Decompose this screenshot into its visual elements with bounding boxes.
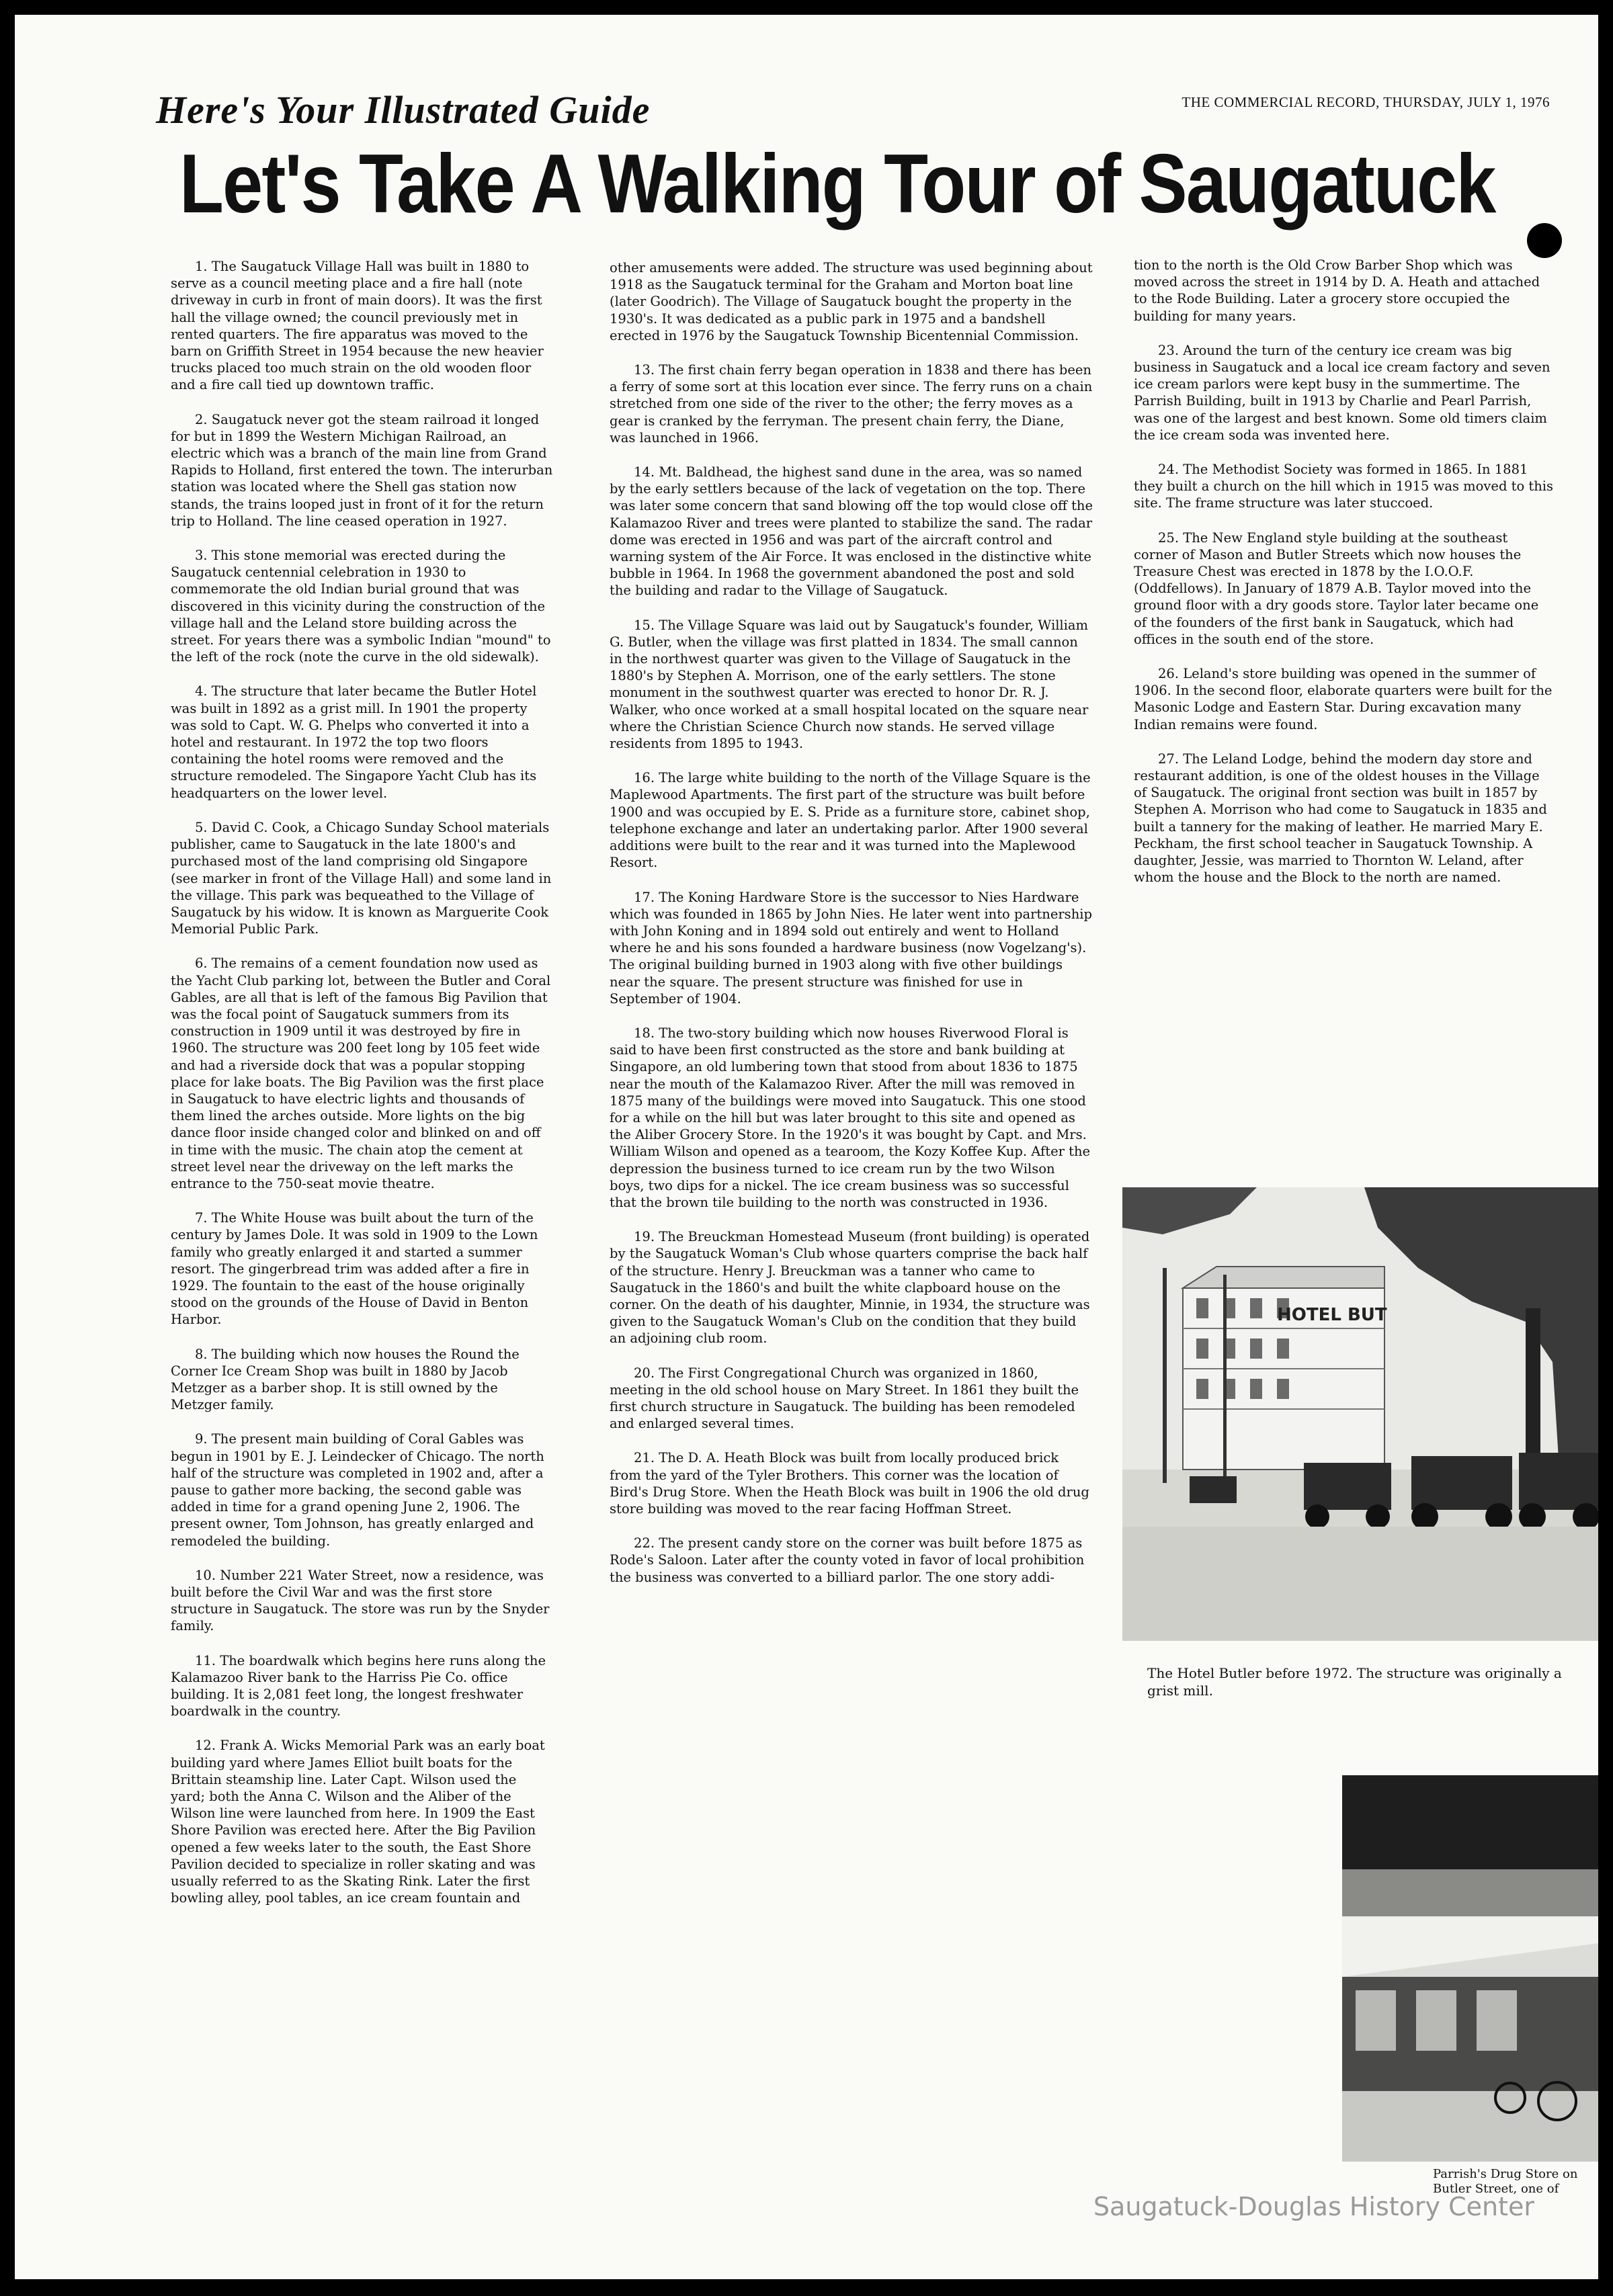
headline: Let's Take A Walking Tour of Saugatuck	[179, 138, 1495, 230]
paragraph: 3. This stone memorial was erected during the Saugatuck centennial celebration in 1930 to commemorate the old Indian burial ground that was discovered in this vicinity during the construction of the village hall and the Leland store building across the street. For years there was a symbolic Indian "mound" to the left of the rock (note the curve in the old sidewalk).	[171, 548, 551, 665]
paragraph: 20. The First Congregational Church was organized in 1860, meeting in the old school house on Mary Street. In 1861 they built the first church structure in Saugatuck. The building has been remodeled and enlarged several times.	[610, 1365, 1079, 1432]
paragraph: 19. The Breuckman Homestead Museum (front building) is operated by the Saugatuck Woman's Club whose quarters comprise the back half of the structure. Henry J. Breuckman was a tanner who came to Saugatuck in the 1860's and built the white clapboard house on the corner. On the death of his daughter, Minnie, in 1934, the structure was given to the Saugatuck Woman's Club on the condition that they build an adjoining club room.	[610, 1229, 1090, 1347]
paragraph: 1. The Saugatuck Village Hall was built in 1880 to serve as a council meeting place and a fire hall (note driveway in curb in front of main doors). It was the first hall the village owned; the council previously met in rented quarters. The fire apparatus was moved to the barn on Griffith Street in 1954 because the new heavier trucks placed too much strain on the old wooden floor and a fire call tied up downtown traffic.	[171, 259, 544, 393]
paragraph: 17. The Koning Hardware Store is the successor to Nies Hardware which was founded in 1865 by John Nies. He later went into partnership with John Koning and in 1894 sold out entirely and went to Holland where he and his sons founded a hardware business (now Vogelzang's). The original building burned in 1903 along with five other buildings near the square. The present structure was finished for use in September of 1904.	[610, 889, 1092, 1007]
paragraph: tion to the north is the Old Crow Barber Shop which was moved across the street in 1914 by D. A. Heath and attached to the Rode Building. Later a grocery store occupied the building for many years.	[1134, 257, 1540, 324]
paragraph: 16. The large white building to the north of the Village Square is the Maplewood Apartments. The first part of the structure was built before 1900 and was occupied by E. S. Pride as a furniture store, cabinet shop, telephone exchange and later an undertaking parlor. After 1900 several additions were built to the rear and it was turned into the Maplewood Resort.	[610, 770, 1091, 871]
punch-hole	[1527, 223, 1562, 258]
paragraph: 5. David C. Cook, a Chicago Sunday School materials publisher, came to Saugatuck in the late 1800's and purchased most of the land comprising old Singapore (see marker in front of the Village Hall) and some land in the village. This park was bequeathed to the Village of Saugatuck by his widow. It is known as Marguerite Cook Memorial Public Park.	[171, 819, 552, 937]
paragraph: 11. The boardwalk which begins here runs along the Kalamazoo River bank to the Harriss Pie Co. office building. It is 2,081 feet long, the longest freshwater boardwalk in the country.	[171, 1652, 546, 1719]
paragraph: 10. Number 221 Water Street, now a residence, was built before the Civil War and was the first store structure in Saugatuck. The store was run by the Snyder family.	[171, 1567, 550, 1634]
drug-store-caption: Parrish's Drug Store on Butler Street, one of	[1433, 2167, 1578, 2196]
column-1	[171, 258, 554, 1924]
dateline: THE COMMERCIAL RECORD, THURSDAY, JULY 1, 1976	[1182, 94, 1550, 110]
hotel-butler-photo	[1122, 1187, 1598, 1641]
hotel-butler-caption: The Hotel Butler before 1972. The structure was originally a grist mill.	[1147, 1665, 1562, 1699]
paragraph: 6. The remains of a cement foundation now used as the Yacht Club parking lot, between the Butler and Coral Gables, are all that is left of the famous Big Pavilion that was the focal point of Saugatuck summers from its construction in 1909 until it was destroyed by fire in 1960. The structure was 200 feet long by 105 feet wide and had a riverside dock that was a popular stopping place for lake boats. The Big Pavilion was the first place in Saugatuck to have electric lights and thousands of them lined the arches outside. More lights on the big dance floor inside changed color and blinked on and off in time with the music. The chain atop the cement at street level near the driveway on the left marks the entrance to the 750-seat movie theatre.	[171, 955, 551, 1191]
paragraph: 15. The Village Square was laid out by Saugatuck's founder, William G. Butler, when the village was first platted in 1834. The small cannon in the northwest quarter was given to the Village of Saugatuck in the 1880's by Stephen A. Morrison, one of the early settlers. The stone monument in the southwest quarter was erected to honor Dr. R. J. Walker, who once worked at a small hospital located on the square near where the Christian Science Church now stands. He served village residents from 1895 to 1943.	[610, 617, 1089, 752]
paragraph: 25. The New England style building at the southeast corner of Mason and Butler Streets which now houses the Treasure Chest was erected in 1878 by the I.O.O.F. (Oddfellows). In January of 1879 A.B. Taylor moved into the ground floor with a dry goods store. Taylor later became one of the founders of the first bank in Saugatuck, which had offices in the south end of the store.	[1134, 529, 1539, 647]
paragraph: 27. The Leland Lodge, behind the modern day store and restaurant addition, is one of the oldest houses in the Village of Saugatuck. The original front section was built in 1857 by Stephen A. Morrison who had come to Saugatuck in 1835 and built a tannery for the making of leather. He married Mary E. Peckham, the first school teacher in Saugatuck Township. A daughter, Jessie, was married to Thornton W. Leland, after whom the house and the Block to the north are named.	[1134, 751, 1547, 886]
drug-store-illustration	[1342, 1775, 1598, 2162]
paragraph: 12. Frank A. Wicks Memorial Park was an early boat building yard where James Elliot built boats for the Brittain steamship line. Later Capt. Wilson used the yard; both the Anna C. Wilson and the Aliber of the Wilson line were launched from here. In 1909 the East Shore Pavilion was erected here. After the Big Pavilion opened a few weeks later to the south, the East Shore Pavilion decided to specialize in roller skating and was usually referred to as the Skating Rink. Later the first bowling alley, pool tables, an ice cream fountain and	[171, 1738, 545, 1906]
column-2	[610, 259, 1093, 1603]
newspaper-page	[15, 15, 1598, 2279]
paragraph: 24. The Methodist Society was formed in 1865. In 1881 they built a church on the hill which in 1915 was moved to this site. The frame structure was later stuccoed.	[1134, 462, 1554, 511]
paragraph: 14. Mt. Baldhead, the highest sand dune in the area, was so named by the early settlers because of the lack of vegetation on the top. There was later some concern that sand blowing off the top would close off the Kalamazoo River and trees were planted to stabilize the sand. The radar dome was erected in 1956 and was part of the aircraft control and warning system of the Air Force. It was enclosed in the distinctive white bubble in 1964. In 1968 the government abandoned the post and sold the building and radar to the Village of Saugatuck.	[610, 464, 1093, 599]
paragraph: 4. The structure that later became the Butler Hotel was built in 1892 as a grist mill. In 1901 the property was sold to Capt. W. G. Phelps who converted it into a hotel and restaurant. In 1972 the top two floors containing the hotel rooms were removed and the structure remodeled. The Singapore Yacht Club has its headquarters on the lower level.	[171, 683, 537, 801]
drug-store-photo	[1342, 1775, 1598, 2162]
paragraph: 7. The White House was built about the turn of the century by James Dole. It was sold in 1909 to the Lown family who greatly enlarged it and started a summer resort. The gingerbread trim was added after a fire in 1929. The fountain to the east of the house originally stood on the grounds of the House of David in Benton Harbor.	[171, 1210, 538, 1328]
paragraph: 18. The two-story building which now houses Riverwood Floral is said to have been first constructed as the store and bank building at Singapore, an old lumbering town that stood from about 1836 to 1875 near the mouth of the Kalamazoo River. After the mill was removed in 1875 many of the buildings were moved into Saugatuck. This one stood for a while on the hill but was later brought to this site and opened as the Aliber Grocery Store. In the 1920's it was bought by Capt. and Mrs. William Wilson and opened as a tearoom, the Kozy Koffee Kup. After the depression the business turned to ice cream run by the two Wilson boys, two dips for a nickel. The ice cream business was so successful that the brown tile building to the north was constructed in 1936.	[610, 1025, 1091, 1210]
kicker: Here's Your Illustrated Guide	[156, 88, 651, 132]
column-3	[1134, 257, 1554, 904]
watermark: Saugatuck-Douglas History Center	[1093, 2192, 1534, 2221]
paragraph: 8. The building which now houses the Round the Corner Ice Cream Shop was built in 1880 by Jacob Metzger as a barber shop. It is still owned by the Metzger family.	[171, 1346, 520, 1413]
hotel-sign: HOTEL BUT	[1277, 1305, 1387, 1325]
paragraph: 21. The D. A. Heath Block was built from locally produced brick from the yard of the Tyler Brothers. This corner was the location of Bird's Drug Store. When the Heath Block was built in 1906 the old drug store building was moved to the rear facing Hoffman Street.	[610, 1450, 1089, 1517]
paragraph: other amusements were added. The structure was used beginning about 1918 as the Saugatuck terminal for the Graham and Morton boat line (later Goodrich). The Village of Saugatuck bought the property in the 1930's. It was dedicated as a public park in 1975 and a bandshell erected in 1976 by the Saugatuck Township Bicentennial Commission.	[610, 260, 1093, 343]
paragraph: 23. Around the turn of the century ice cream was big business in Saugatuck and a local ice cream factory and seven ice cream parlors were kept busy in the summertime. The Parrish Building, built in 1913 by Charlie and Pearl Parrish, was one of the largest and best known. Some old timers claim the ice cream soda was invented here.	[1134, 342, 1550, 443]
hotel-butler-illustration	[1122, 1187, 1598, 1641]
paragraph: 13. The first chain ferry began operation in 1838 and there has been a ferry of some sort at this location ever since. The ferry runs on a chain stretched from one side of the river to the other; the ferry moves as a gear is cranked by the ferryman. The present chain ferry, the Diane, was launched in 1966.	[610, 362, 1093, 445]
paragraph: 26. Leland's store building was opened in the summer of 1906. In the second floor, elaborate quarters were built for the Masonic Lodge and Eastern Star. During excavation many Indian remains were found.	[1134, 666, 1553, 732]
paragraph: 9. The present main building of Coral Gables was begun in 1901 by E. J. Leindecker of Chicago. The north half of the structure was completed in 1902 and, after a pause to gather more backing, the second gable was added in time for a grand opening June 2, 1906. The present owner, Tom Johnson, has greatly enlarged and remodeled the building.	[171, 1431, 544, 1549]
paragraph: 22. The present candy store on the corner was built before 1875 as Rode's Saloon. Later after the county voted in favor of local prohibition the business was converted to a billiard parlor. The one story addi-	[610, 1535, 1085, 1585]
paragraph: 2. Saugatuck never got the steam railroad it longed for but in 1899 the Western Michigan Railroad, an electric which was a branch of the main line from Grand Rapids to Holland, first entered the town. The interurban station was located where the Shell gas station now stands, the trains looped just in front of it for the return trip to Holland. The line ceased operation in 1927.	[171, 411, 553, 529]
